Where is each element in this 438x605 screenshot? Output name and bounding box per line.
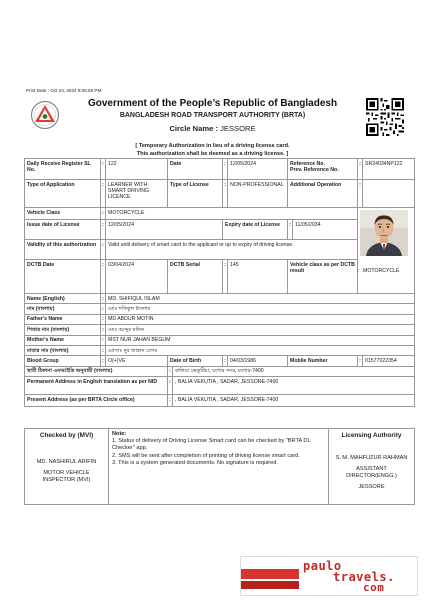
vehicle-class-result-label: Vehicle class as per DCTB result <box>288 260 358 294</box>
father-name-bangla-label: পিতার নাম (বাংলায়) <box>25 325 101 335</box>
additional-operation-value <box>363 180 415 208</box>
issue-date-value: 12/05/2024 <box>106 220 223 240</box>
colon: : <box>358 356 363 366</box>
dctb-serial-label: DCTB Serial <box>168 260 223 294</box>
government-title: Government of the People’s Republic of Bangladesh <box>87 98 338 109</box>
paulo-travels-watermark <box>240 556 418 596</box>
colon: : <box>101 325 106 335</box>
colon: : <box>288 220 293 240</box>
expiry-date-value: 11/05/2034 <box>293 220 358 240</box>
mvi-title <box>25 470 108 484</box>
application-type-value: LEARNER WITH SMART DRIVING LICENCE <box>106 180 168 208</box>
note-title: Note: <box>112 431 127 437</box>
colon: : <box>357 268 359 274</box>
applicant-photo <box>360 210 408 256</box>
colon: : <box>101 346 106 356</box>
name-english-label: Name (English) <box>25 294 101 304</box>
colon: : <box>101 208 106 220</box>
colon: : <box>101 335 106 345</box>
name-bangla-value: মোঃ শফিকুল ইসলাম <box>106 304 415 314</box>
applicant-photo-cell <box>358 208 415 294</box>
license-type-value: NON-PROFESSIONAL <box>228 180 288 208</box>
daily-register-label: Daily Receive Register SL No. <box>25 159 101 180</box>
la-title-line-1: ASSISTANT <box>356 466 387 472</box>
checked-by-heading: Checked by (MVI) <box>39 432 94 439</box>
reference-value: SR24034NP122 <box>363 159 415 180</box>
qr-code-icon <box>366 98 404 136</box>
license-details-table <box>24 158 415 407</box>
permanent-address-bangla-value: বালিয়া ভেকুটিয়া, যশোর সদর, যশোর-7400 <box>173 366 415 376</box>
father-name-label: Father's Name <box>25 314 101 324</box>
colon: : <box>223 260 228 294</box>
mvi-title-line-1: MOTOR VEHICLE <box>43 470 90 476</box>
mother-name-bangla-value: মোসাঃ নুর জাহান বেগম <box>106 346 415 356</box>
colon: : <box>101 314 106 324</box>
colon: : <box>223 356 228 366</box>
circle-name-label: Circle Name : <box>169 124 218 133</box>
colon: : <box>168 395 173 407</box>
reference-labels <box>288 159 358 180</box>
document-header <box>60 98 365 158</box>
brand-stripe <box>241 581 299 589</box>
mother-name-label: Mother's Name <box>25 335 101 345</box>
circle-name-value: JESSORE <box>220 124 256 133</box>
colon: : <box>101 159 106 180</box>
colon: : <box>358 180 363 208</box>
mother-name-value: MST NUR JAHAN BEGUM <box>106 335 415 345</box>
note-item-1: 1. Status of delivery of Driving License Smart card can be checked by "BRTA DL Checker" app. <box>112 438 311 451</box>
colon: : <box>223 159 228 180</box>
notice-line-2: This authorization shall be deemed as a driving license. ] <box>136 150 289 157</box>
permanent-address-bangla-label: স্থায়ী ঠিকানা এনআইডি অনুযায়ী (বাংলায়) <box>25 366 168 376</box>
brand-text-paulo: paulo <box>303 559 342 573</box>
prev-reference-label: Prev. Reference No. <box>290 166 339 173</box>
issue-date-label: Issue date of License <box>25 220 101 240</box>
colon: : <box>168 377 173 395</box>
name-bangla-label: নাম (বাংলায়) <box>25 304 101 314</box>
vehicle-class-value: MOTORCYCLE <box>106 208 358 220</box>
additional-operation-label: Additional Operation <box>288 180 358 208</box>
mother-name-bangla-label: মাতার নাম (বাংলায়) <box>25 346 101 356</box>
reference-label: Reference No. <box>290 160 325 167</box>
dctb-date-label: DCTB Date <box>25 260 101 294</box>
print-date: Print Date : Oct 23, 2024 9:05:56 PM <box>26 88 102 93</box>
present-address-value: , BALIA VEKUTIA , SADAR, JESSORE-7400 <box>173 395 415 407</box>
licensing-authority-place: JESSORE <box>358 484 385 490</box>
brand-text-com: com <box>363 581 385 594</box>
licensing-authority-title <box>329 466 414 480</box>
temporary-authorization-notice <box>60 143 365 158</box>
mvi-title-line-2: INSPECTOR (MVI) <box>42 477 91 483</box>
colon: : <box>168 366 173 376</box>
date-label: Date <box>168 159 223 180</box>
colon: : <box>101 304 106 314</box>
colon: : <box>358 159 363 180</box>
vehicle-class-result-value: MOTORCYCLE <box>363 268 400 274</box>
authorization-footer-table <box>24 428 415 505</box>
licensing-authority-heading: Licensing Authority <box>341 432 402 439</box>
permanent-address-english-value: , BALIA VEKUTIA , SADAR, JESSORE-7400 <box>173 377 415 395</box>
dctb-date-value: 03/04/2024 <box>106 260 168 294</box>
permanent-address-english-label: Permanent Address in English translation as per NID <box>25 377 168 395</box>
vehicle-class-label: Vehicle Class <box>25 208 101 220</box>
date-of-birth-value: 04/03/1986 <box>228 356 288 366</box>
date-value: 12/05/2024 <box>228 159 288 180</box>
mobile-number-label: Mobile Number <box>288 356 358 366</box>
mvi-name: MD. NASHIRUL ARIFIN <box>36 459 97 465</box>
daily-register-value: 122 <box>106 159 168 180</box>
validity-label: Validity of this authorization <box>25 240 101 260</box>
la-title-line-2: DIRECTOR(ENGG.) <box>346 473 397 479</box>
application-type-label: Type of Application <box>25 180 101 208</box>
colon: : <box>223 180 228 208</box>
brta-logo-icon <box>30 100 60 130</box>
brand-text-travels: travels. <box>333 570 395 584</box>
note-cell <box>109 429 329 505</box>
validity-value: Valid until delivery of smart card to the applicant or up to expiry of driving license. <box>106 240 358 260</box>
date-of-birth-label: Date of Birth <box>168 356 223 366</box>
father-name-value: MD ABDUR MOTIN <box>106 314 415 324</box>
brand-stripe <box>241 569 299 579</box>
license-type-label: Type of License <box>168 180 223 208</box>
expiry-date-label: Expiry date of License <box>223 220 288 240</box>
colon: : <box>101 240 106 260</box>
colon: : <box>101 220 106 240</box>
licensing-authority-cell <box>329 429 415 505</box>
colon: : <box>101 294 106 304</box>
authority-title: BANGLADESH ROAD TRANSPORT AUTHORITY (BRTA) <box>119 112 306 119</box>
note-item-3: 3. This is a system generated documents. No signature is required. <box>112 460 278 467</box>
colon: : <box>101 260 106 294</box>
mobile-number-value: 01577022354 <box>363 356 415 366</box>
colon: : <box>101 180 106 208</box>
father-name-bangla-value: মোঃ আব্দুর মতিন <box>106 325 415 335</box>
licensing-authority-name: S. M. MAHFUZUR RAHMAN <box>335 455 408 461</box>
checked-by-cell <box>25 429 109 505</box>
dctb-serial-value: 145 <box>228 260 288 294</box>
notice-line-1: [ Temporary Authorization in lieu of a driving license card. <box>135 143 290 149</box>
name-english-value: MD. SHIFIQUL ISLAM <box>106 294 415 304</box>
blood-group-label: Blood Group <box>25 356 101 366</box>
present-address-label: Present Address (as per BRTA Circle office) <box>25 395 168 407</box>
note-item-2: 2. SMS will be sent after completion of printing of driving license smart card. <box>112 452 300 459</box>
blood-group-value: O(+)VE <box>106 356 168 366</box>
circle-name <box>60 124 365 133</box>
colon: : <box>101 356 106 366</box>
